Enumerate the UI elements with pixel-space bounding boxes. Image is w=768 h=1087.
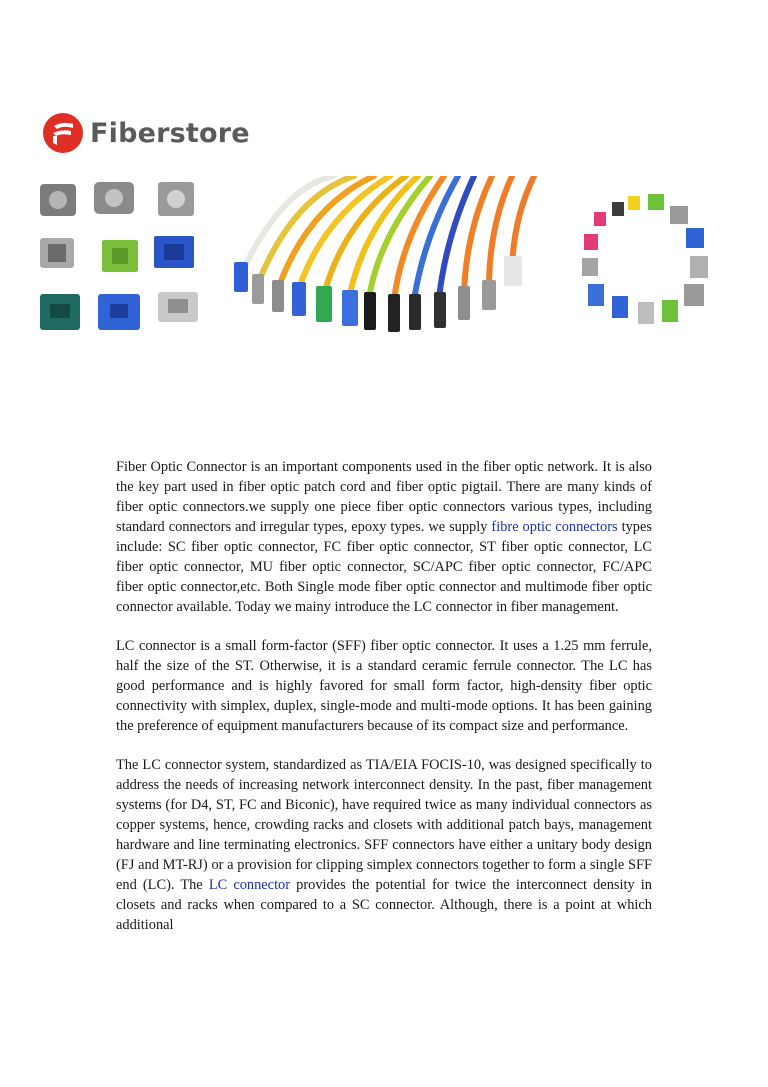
link-lc-connector[interactable]: LC connector <box>208 877 291 893</box>
paragraph-intro: Fiber Optic Connector is an important components used in the fiber optic network. It is also the key part used in fiber optic patch cord and fiber optic pigtail. There are many kinds of fiber optic connectors.we supply one piece fiber optic connectors various types, including standard connectors and irregular types, epoxy types. we supply fibre optic connectors types include: SC fiber optic connector, FC fiber optic connector, ST fiber optic connector, LC fiber optic connector, MU fiber optic connector, SC/APC fiber optic connector, FC/APC fiber optic connector,etc. Both Single mode fiber optic connector and multimode fiber optic connector available. Today we mainy introduce the LC connector in fiber management. <box>116 459 652 615</box>
article-body <box>116 457 652 954</box>
paragraph-lc-system: The LC connector system, standardized as TIA/EIA FOCIS-10, was designed specifically to address the needs of increasing network interconnect density. In the past, fiber management systems (for D4, ST, FC and Biconic), have required twice as many individual connectors as copper systems, hence, crowding racks and closets with additional patch bays, management hardware and line terminating electronics. SFF connectors have either a unitary body design (FJ and MT-RJ) or a provision for clipping simplex connectors together to form a single SFF end (LC). The LC connector provides the potential for twice the interconnect density in closets and racks when compared to a SC connector. Although, there is a point at which additional <box>116 757 652 933</box>
paragraph-lc-overview: LC connector is a small form-factor (SFF) fiber optic connector. It uses a 1.25 mm ferrule, half the size of the ST. Otherwise, it is a standard ceramic ferrule connector. The LC has good performance and is highly favored for small form factor, high-density fiber optic connectivity with simplex, duplex, single-mode and multi-mode options. It has been gaining the preference of equipment manufacturers because of its compact size and performance. <box>116 638 652 734</box>
connector-banner-image <box>34 176 736 338</box>
adapter-ring-right <box>582 194 708 324</box>
fiberstore-logo-icon <box>42 112 84 154</box>
connector-photo-illustration <box>34 176 736 338</box>
brand-logo <box>42 110 250 156</box>
adapter-grid-left <box>40 182 198 330</box>
brand-name: Fiberstore <box>90 117 250 149</box>
link-fibre-optic-connectors[interactable]: fibre optic connectors <box>491 519 618 535</box>
